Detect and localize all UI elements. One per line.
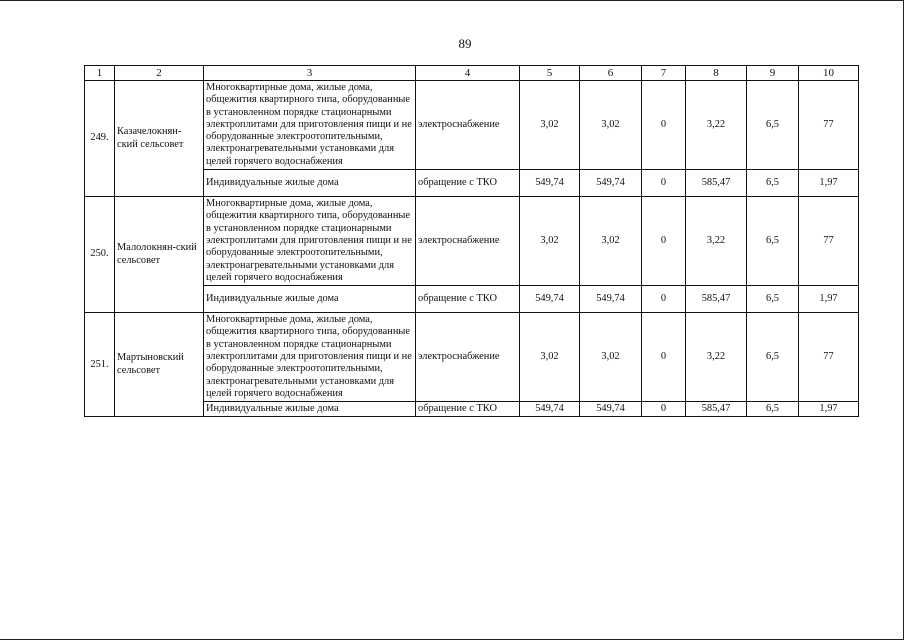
housing-category: Многоквартирные дома, жилые дома, общежития квартирного типа, оборудованные в установленном порядке стационарными электроплитами для приготовления пищи и не оборудованные электроотопительными, электронагревательными установками для целей горячего водоснабжения: [204, 197, 416, 286]
table-row: [85, 313, 859, 402]
value-col6: 3,02: [580, 313, 642, 402]
row-index: 249.: [85, 81, 115, 197]
value-col10: 1,97: [799, 170, 859, 197]
housing-category: Индивидуальные жилые дома: [204, 286, 416, 313]
page-number: 89: [458, 36, 472, 51]
header-cell: 10: [799, 66, 859, 81]
row-index: 251.: [85, 313, 115, 417]
value-col9: 6,5: [747, 197, 799, 286]
value-col5: 3,02: [520, 313, 580, 402]
value-col5: 549,74: [520, 170, 580, 197]
header-cell: 3: [204, 66, 416, 81]
value-col6: 549,74: [580, 286, 642, 313]
header-cell: 6: [580, 66, 642, 81]
value-col10: 77: [799, 197, 859, 286]
value-col7: 0: [642, 197, 686, 286]
value-col6: 3,02: [580, 81, 642, 170]
value-col5: 549,74: [520, 402, 580, 417]
header-row: [85, 66, 859, 81]
utility-service: электроснабжение: [416, 197, 520, 286]
utility-service: электроснабжение: [416, 81, 520, 170]
header-cell: 1: [85, 66, 115, 81]
value-col8: 585,47: [686, 170, 747, 197]
value-col6: 549,74: [580, 402, 642, 417]
value-col10: 1,97: [799, 402, 859, 417]
header-cell: 7: [642, 66, 686, 81]
value-col5: 549,74: [520, 286, 580, 313]
value-col8: 585,47: [686, 402, 747, 417]
settlement-name: Малолокнян-ский сельсовет: [115, 197, 204, 313]
value-col5: 3,02: [520, 197, 580, 286]
value-col10: 1,97: [799, 286, 859, 313]
value-col7: 0: [642, 402, 686, 417]
header-cell: 4: [416, 66, 520, 81]
value-col9: 6,5: [747, 313, 799, 402]
table-row: [85, 197, 859, 286]
settlement-name: Мартыновский сельсовет: [115, 313, 204, 417]
value-col8: 585,47: [686, 286, 747, 313]
value-col7: 0: [642, 286, 686, 313]
housing-category: Многоквартирные дома, жилые дома, общежития квартирного типа, оборудованные в установленном порядке стационарными электроплитами для приготовления пищи и не оборудованные электроотопительными, электронагревательными установками для целей горячего водоснабжения: [204, 81, 416, 170]
settlement-name: Казачелокнян-ский сельсовет: [115, 81, 204, 197]
utility-service: обращение с ТКО: [416, 286, 520, 313]
tariff-table: [84, 65, 859, 417]
value-col9: 6,5: [747, 402, 799, 417]
value-col6: 549,74: [580, 170, 642, 197]
value-col6: 3,02: [580, 197, 642, 286]
value-col7: 0: [642, 81, 686, 170]
table-row: [85, 81, 859, 170]
utility-service: обращение с ТКО: [416, 402, 520, 417]
value-col7: 0: [642, 170, 686, 197]
header-cell: 5: [520, 66, 580, 81]
header-cell: 8: [686, 66, 747, 81]
housing-category: Многоквартирные дома, жилые дома, общежития квартирного типа, оборудованные в установленном порядке стационарными электроплитами для приготовления пищи и не оборудованные электроотопительными, электронагревательными установками для целей горячего водоснабжения: [204, 313, 416, 402]
value-col7: 0: [642, 313, 686, 402]
row-index: 250.: [85, 197, 115, 313]
utility-service: электроснабжение: [416, 313, 520, 402]
utility-service: обращение с ТКО: [416, 170, 520, 197]
value-col9: 6,5: [747, 170, 799, 197]
value-col10: 77: [799, 313, 859, 402]
value-col8: 3,22: [686, 197, 747, 286]
value-col9: 6,5: [747, 81, 799, 170]
housing-category: Индивидуальные жилые дома: [204, 170, 416, 197]
value-col8: 3,22: [686, 81, 747, 170]
housing-category: Индивидуальные жилые дома: [204, 402, 416, 417]
header-cell: 2: [115, 66, 204, 81]
value-col5: 3,02: [520, 81, 580, 170]
value-col8: 3,22: [686, 313, 747, 402]
value-col9: 6,5: [747, 286, 799, 313]
header-cell: 9: [747, 66, 799, 81]
value-col10: 77: [799, 81, 859, 170]
